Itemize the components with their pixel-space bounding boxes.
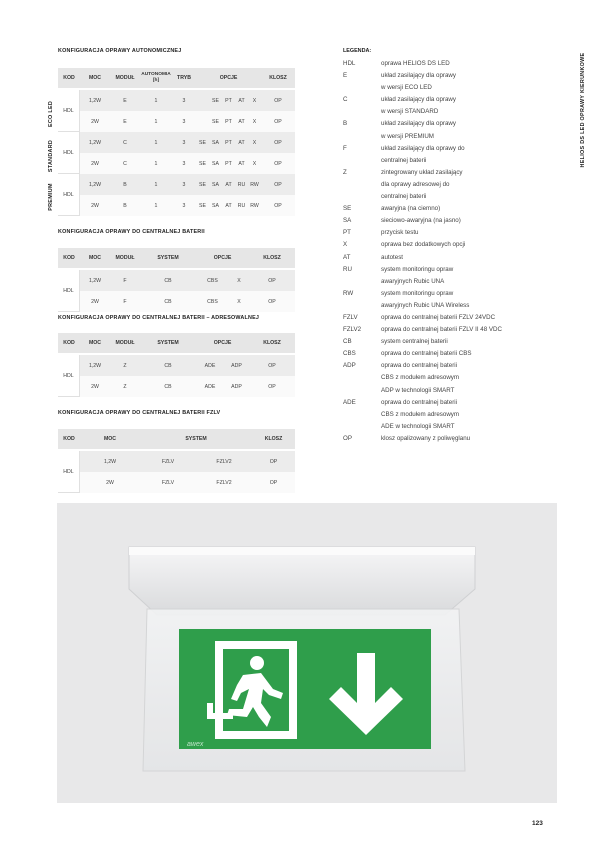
opcja-cell: SE	[196, 132, 209, 153]
table2	[58, 248, 295, 312]
moc-cell: 2W	[80, 111, 110, 132]
klosz-cell: OP	[252, 451, 295, 472]
legend	[343, 58, 538, 445]
legend-item	[343, 94, 538, 118]
legend-item	[343, 215, 538, 227]
legend-line: centralnej baterii	[381, 156, 427, 164]
group-label-standard: STANDARD	[48, 139, 54, 173]
table4	[58, 429, 295, 493]
opcja-cell: SE	[209, 90, 222, 111]
exit-sign-illustration	[57, 503, 557, 803]
legend-item	[343, 167, 538, 203]
autonomia-cell: 1	[140, 195, 172, 216]
opcja-cell: ADP	[224, 376, 249, 397]
table3-title: KONFIGURACJA OPRAWY DO CENTRALNEJ BATERII – ADRESOWALNEJ	[58, 315, 260, 321]
legend-line: system centralnej baterii	[381, 338, 448, 346]
kod-cell: HDL	[58, 451, 80, 493]
table-row	[58, 90, 295, 111]
opcja-cell: ADE	[196, 355, 224, 376]
legend-item	[343, 264, 538, 288]
header-modul: MODUŁ	[110, 68, 140, 90]
modul-cell: B	[110, 174, 140, 195]
legend-description	[381, 167, 538, 203]
autonomia-cell: 1	[140, 153, 172, 174]
legend-line: w wersji ECO LED	[381, 84, 432, 92]
klosz-cell: OP	[249, 355, 295, 376]
opcja-cell: SE	[196, 174, 209, 195]
opcja-cell: SA	[209, 195, 222, 216]
moc-cell: 2W	[80, 376, 110, 397]
tryb-cell: 3	[172, 132, 196, 153]
opcja-cell: SE	[209, 111, 222, 132]
klosz-cell: OP	[252, 472, 295, 493]
table-row	[58, 355, 295, 376]
table2-header-row	[58, 248, 295, 270]
header-opcje: OPCJE	[196, 68, 261, 90]
legend-code: E	[343, 72, 348, 80]
opcja-cell: SA	[209, 174, 222, 195]
legend-line: w wersji STANDARD	[381, 108, 439, 116]
table3	[58, 333, 295, 397]
legend-code: ADE	[343, 398, 356, 406]
legend-line: dla oprawy adresowej do	[381, 180, 450, 188]
system-cell: FZLV2	[196, 472, 252, 493]
header-kod: KOD	[58, 68, 80, 90]
modul-cell: B	[110, 195, 140, 216]
legend-item	[343, 118, 538, 142]
modul-cell: Z	[110, 376, 140, 397]
legend-code: C	[343, 96, 348, 104]
system-cell: CB	[140, 291, 196, 312]
opcja-cell: ADP	[224, 355, 249, 376]
group-label-eco-led: ECO LED	[48, 100, 54, 128]
legend-line: sieciowo-awaryjna (na jasno)	[381, 217, 461, 225]
legend-line: centralnej baterii	[381, 193, 427, 201]
legend-item	[343, 336, 538, 348]
header-autonomia: AUTONOMIA [h]	[140, 68, 172, 90]
legend-code: F	[343, 144, 347, 152]
header-system: SYSTEM	[140, 429, 252, 451]
legend-description	[381, 203, 538, 215]
legend-code: PT	[343, 229, 351, 237]
legend-item	[343, 239, 538, 251]
system-cell: FZLV	[140, 472, 196, 493]
klosz-cell: OP	[261, 132, 295, 153]
legend-code: CB	[343, 338, 352, 346]
opcja-cell: PT	[222, 153, 235, 174]
moc-cell: 2W	[80, 153, 110, 174]
opcja-cell: AT	[222, 174, 235, 195]
legend-code: SE	[343, 205, 352, 213]
legend-description	[381, 143, 538, 167]
legend-item	[343, 312, 538, 324]
legend-line: układ zasilający dla oprawy	[381, 96, 456, 104]
moc-cell: 2W	[80, 291, 110, 312]
autonomia-cell: 1	[140, 111, 172, 132]
opcja-cell: SE	[196, 195, 209, 216]
klosz-cell: OP	[261, 90, 295, 111]
legend-line: autotest	[381, 253, 404, 261]
moc-cell: 1,2W	[80, 174, 110, 195]
legend-line: awaryjnych Rubic UNA Wireless	[381, 301, 470, 309]
system-cell: CB	[140, 270, 196, 291]
opcja-cell: PT	[222, 90, 235, 111]
system-cell: CB	[140, 355, 196, 376]
autonomia-cell: 1	[140, 132, 172, 153]
header-system: SYSTEM	[140, 333, 196, 355]
modul-cell: F	[110, 270, 140, 291]
opcja-cell: X	[229, 291, 249, 312]
tryb-cell: 3	[172, 153, 196, 174]
tryb-cell: 3	[172, 90, 196, 111]
header-opcje: OPCJE	[196, 333, 249, 355]
legend-description	[381, 94, 538, 118]
modul-cell: C	[110, 153, 140, 174]
legend-line: awaryjnych Rubic UNA	[381, 277, 445, 285]
legend-description	[381, 433, 538, 445]
table-row	[58, 451, 295, 472]
page-number: 123	[532, 820, 543, 827]
opcja-cell: AT	[235, 90, 248, 111]
header-klosz: KLOSZ	[249, 333, 295, 355]
legend-line: oprawa do centralnej baterii FZLV 24VDC	[381, 313, 496, 321]
legend-line: awaryjna (na ciemno)	[381, 205, 441, 213]
housing-top-edge	[129, 547, 475, 555]
legend-code: RW	[343, 289, 354, 297]
table-row	[58, 174, 295, 195]
table2-title: KONFIGURACJA OPRAWY DO CENTRALNEJ BATERII	[58, 229, 205, 235]
legend-line: oprawa do centralnej baterii CBS	[381, 350, 472, 358]
opcja-cell: X	[248, 132, 261, 153]
legend-line: oprawa bez dodatkowych opcji	[381, 241, 466, 249]
klosz-cell: OP	[249, 291, 295, 312]
legend-description	[381, 312, 538, 324]
kod-cell: HDL	[58, 174, 80, 216]
table-row	[58, 472, 295, 493]
kod-cell: HDL	[58, 355, 80, 397]
legend-item	[343, 58, 538, 70]
legend-description	[381, 288, 538, 312]
header-moc: MOC	[80, 248, 110, 270]
table-row	[58, 270, 295, 291]
header-kod: KOD	[58, 248, 80, 270]
header-system: SYSTEM	[140, 248, 196, 270]
legend-item	[343, 348, 538, 360]
autonomia-cell: 1	[140, 174, 172, 195]
legend-item	[343, 203, 538, 215]
legend-line: w wersji PREMIUM	[381, 132, 434, 140]
brand-logo: awex	[187, 741, 204, 748]
legend-item	[343, 252, 538, 264]
legend-line: system monitoringu opraw	[381, 289, 454, 297]
system-cell: FZLV	[140, 451, 196, 472]
modul-cell: Z	[110, 355, 140, 376]
legend-line: CBS z modułem adresowym	[381, 374, 460, 382]
legend-code: RU	[343, 265, 352, 273]
kod-cell: HDL	[58, 270, 80, 312]
legend-item	[343, 360, 538, 396]
opcja-cell: ADE	[196, 376, 224, 397]
legend-line: zintegrowany układ zasilający	[381, 168, 463, 176]
moc-cell: 1,2W	[80, 270, 110, 291]
legend-description	[381, 397, 538, 433]
legend-line: układ zasilający dla oprawy	[381, 72, 456, 80]
legend-description	[381, 239, 538, 251]
legend-code: FZLV	[343, 313, 358, 321]
klosz-cell: OP	[261, 111, 295, 132]
housing-top	[129, 547, 475, 615]
opcja-cell: RU	[235, 195, 248, 216]
opcja-cell: SA	[209, 153, 222, 174]
klosz-cell: OP	[261, 174, 295, 195]
table-row	[58, 376, 295, 397]
header-klosz: KLOSZ	[261, 68, 295, 90]
opcja-cell: PT	[222, 111, 235, 132]
legend-code: FZLV2	[343, 326, 362, 334]
legend-line: system monitoringu opraw	[381, 265, 454, 273]
legend-item	[343, 324, 538, 336]
legend-code: AT	[343, 253, 351, 261]
table-row	[58, 132, 295, 153]
opcja-cell: CBS	[196, 291, 229, 312]
opcja-cell: PT	[222, 132, 235, 153]
opcja-cell: RW	[248, 195, 261, 216]
legend-description	[381, 227, 538, 239]
header-moc: MOC	[80, 68, 110, 90]
klosz-cell: OP	[249, 376, 295, 397]
moc-cell: 1,2W	[80, 355, 110, 376]
moc-cell: 2W	[80, 472, 140, 493]
opcja-cell: X	[229, 270, 249, 291]
legend-line: oprawa do centralnej baterii FZLV II 48 VDC	[381, 326, 502, 334]
legend-line: oprawa HELIOS DS LED	[381, 60, 450, 67]
table-row	[58, 111, 295, 132]
header-klosz: KLOSZ	[252, 429, 295, 451]
legend-line: CBS z modułem adresowym	[381, 410, 460, 418]
tryb-cell: 3	[172, 111, 196, 132]
legend-description	[381, 252, 538, 264]
legend-line: ADE w technologii SMART	[381, 422, 455, 430]
legend-code: OP	[343, 434, 352, 442]
legend-code: CBS	[343, 350, 356, 358]
tryb-cell: 3	[172, 195, 196, 216]
legend-line: przycisk testu	[381, 229, 419, 237]
table-row	[58, 195, 295, 216]
header-moc: MOC	[80, 333, 110, 355]
legend-code: HDL	[343, 60, 356, 67]
system-cell: CB	[140, 376, 196, 397]
opcja-cell: SE	[196, 153, 209, 174]
legend-line: ADP w technologii SMART	[381, 386, 455, 394]
moc-cell: 1,2W	[80, 90, 110, 111]
header-tryb: TRYB	[172, 68, 196, 90]
table-row	[58, 153, 295, 174]
opcja-cell: AT	[235, 111, 248, 132]
opcja-cell: RW	[248, 174, 261, 195]
opcja-cell: AT	[222, 195, 235, 216]
system-cell: FZLV2	[196, 451, 252, 472]
legend-item	[343, 433, 538, 445]
legend-code: Z	[343, 168, 347, 176]
opcja-cell: X	[248, 111, 261, 132]
legend-description	[381, 58, 538, 70]
kod-cell: HDL	[58, 90, 80, 132]
header-modul: MODUŁ	[110, 248, 140, 270]
opcja-cell: AT	[235, 153, 248, 174]
legend-line: układ zasilający dla oprawy	[381, 120, 456, 128]
legend-description	[381, 215, 538, 227]
kod-cell: HDL	[58, 132, 80, 174]
table4-header-row	[58, 429, 295, 451]
opcja-cell: RU	[235, 174, 248, 195]
legend-description	[381, 348, 538, 360]
table4-title: KONFIGURACJA OPRAWY DO CENTRALNEJ BATERII FZLV	[58, 410, 221, 416]
header-opcje: OPCJE	[196, 248, 249, 270]
legend-description	[381, 70, 538, 94]
legend-description	[381, 264, 538, 288]
group-label-premium: PREMIUM	[48, 183, 54, 211]
header-kod: KOD	[58, 429, 80, 451]
moc-cell: 1,2W	[80, 451, 140, 472]
legend-description	[381, 324, 538, 336]
legend-line: oprawa do centralnej baterii	[381, 398, 458, 406]
legend-description	[381, 360, 538, 396]
moc-cell: 2W	[80, 195, 110, 216]
legend-item	[343, 227, 538, 239]
opcja-cell: X	[248, 90, 261, 111]
opcja-cell: SA	[209, 132, 222, 153]
table-row	[58, 291, 295, 312]
header-kod: KOD	[58, 333, 80, 355]
opcja-cell: X	[248, 153, 261, 174]
autonomia-cell: 1	[140, 90, 172, 111]
legend-description	[381, 336, 538, 348]
sidebar-vertical-title	[576, 40, 590, 180]
legend-line: układ zasilający dla oprawy do	[381, 144, 465, 152]
modul-cell: E	[110, 90, 140, 111]
klosz-cell: OP	[261, 195, 295, 216]
tryb-cell: 3	[172, 174, 196, 195]
table1	[58, 68, 295, 216]
legend-title: LEGENDA:	[343, 48, 372, 54]
legend-item	[343, 397, 538, 433]
modul-cell: F	[110, 291, 140, 312]
modul-cell: E	[110, 111, 140, 132]
modul-cell: C	[110, 132, 140, 153]
klosz-cell: OP	[261, 153, 295, 174]
header-moc: MOC	[80, 429, 140, 451]
sidebar-title: HELIOS DS LED OPRAWY KIERUNKOWE	[580, 52, 586, 168]
legend-line: oprawa do centralnej baterii	[381, 362, 458, 370]
legend-item	[343, 288, 538, 312]
table1-title: KONFIGURACJA OPRAWY AUTONOMICZNEJ	[58, 48, 182, 54]
legend-code: X	[343, 241, 348, 249]
opcja-cell: CBS	[196, 270, 229, 291]
header-modul: MODUŁ	[110, 333, 140, 355]
header-klosz: KLOSZ	[249, 248, 295, 270]
klosz-cell: OP	[249, 270, 295, 291]
opcja-cell: AT	[235, 132, 248, 153]
legend-description	[381, 118, 538, 142]
legend-code: ADP	[343, 362, 356, 370]
legend-code: B	[343, 120, 348, 128]
table3-header-row	[58, 333, 295, 355]
legend-code: SA	[343, 217, 352, 225]
product-photo	[57, 503, 557, 803]
moc-cell: 1,2W	[80, 132, 110, 153]
legend-line: klosz opalizowany z poliwęglanu	[381, 434, 471, 442]
table1-header-row	[58, 68, 295, 90]
legend-item	[343, 143, 538, 167]
legend-item	[343, 70, 538, 94]
